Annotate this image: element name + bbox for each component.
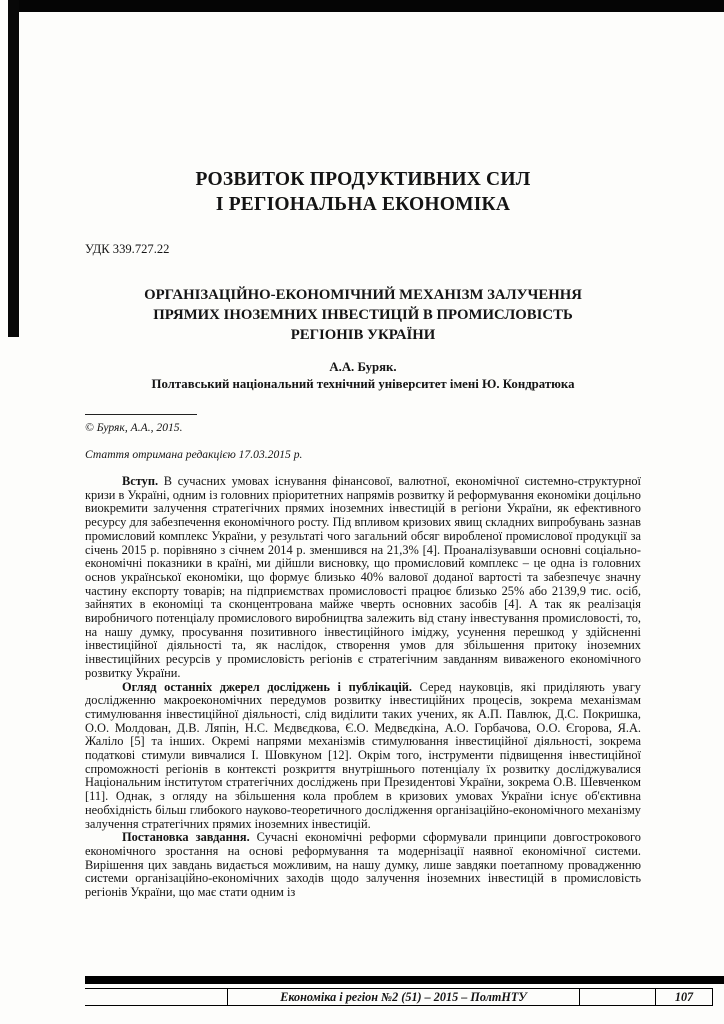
article-body xyxy=(85,475,641,900)
paragraph-sources-review-text: Серед науковців, які приділяють увагу дослідженню макроекономічних передумов розвитку інвестиційних процесів, зокрема механізмам стимулювання інвестиційної діяльності, слід виділити таких учених, як А.П. Павлюк, Д.С. Покришка, О.О. Молдован, Д.В. Ляпін, Н.С. Мєдвєдкова, Є.О. Медвєдкіна, А.О. Горбачова, О.О. Єгорова, Я.А. Жаліло [5] та інших. Окремі напрями механізмів стимулювання інвестиційної діяльності, зокрема податкові стимули вивчалися І. Шовкуном [12]. Окрім того, інструменти підвищення інвестиційної спроможності регіонів в контексті розкриття внутрішнього потенціалу їх розвитку досліджувалися Національним інститутом стратегічних досліджень при Президентові України, зокрема О.В. Шевченком [11]. Однак, з огляду на збільшення кола проблем в кризових умовах України існує об'єктивна необхідність більш глибокого науково-теоретичного дослідження організаційно-економічного механізму залучення стратегічних прямих іноземних інвестицій. xyxy=(85,679,641,831)
section-header-line1: РОЗВИТОК ПРОДУКТИВНИХ СИЛ xyxy=(195,169,531,190)
scan-border-left xyxy=(8,0,19,337)
paragraph-sources-review xyxy=(85,681,641,832)
copyright-line: © Буряк, А.А., 2015. xyxy=(85,421,183,434)
article-title-line1: ОРГАНІЗАЦІЙНО-ЕКОНОМІЧНИЙ МЕХАНІЗМ ЗАЛУЧЕННЯ xyxy=(144,287,582,303)
paragraph-task-statement-lead: Постановка завдання. xyxy=(122,830,250,845)
article-title-line3: РЕГІОНІВ УКРАЇНИ xyxy=(290,327,436,344)
footer-journal-box xyxy=(227,989,580,1005)
footer-spacer-left xyxy=(85,989,227,1005)
author-name: А.А. Буряк. xyxy=(329,360,397,374)
udc-code: УДК 339.727.22 xyxy=(85,242,170,256)
received-date-line: Стаття отримана редакцією 17.03.2015 р. xyxy=(85,448,303,461)
paragraph-intro xyxy=(85,475,641,681)
section-header-line2: І РЕГІОНАЛЬНА ЕКОНОМІКА xyxy=(215,193,511,215)
paragraph-task-statement xyxy=(85,831,641,900)
author-affiliation: Полтавський національний технічний університет імені Ю. Кондратюка xyxy=(151,376,575,391)
article-title-line2: ПРЯМИХ ІНОЗЕМНИХ ІНВЕСТИЦІЙ В ПРОМИСЛОВІСТЬ xyxy=(153,307,573,324)
author-block xyxy=(85,359,641,392)
footer-page-box xyxy=(655,989,713,1005)
footer-journal-line: Економіка і регіон №2 (51) – 2015 – ПолтНТУ xyxy=(280,989,527,1004)
paragraph-sources-review-lead: Огляд останніх джерел досліджень і публікацій. xyxy=(122,679,413,694)
page-number: 107 xyxy=(674,989,694,1004)
footer xyxy=(85,988,713,1006)
footnote-separator xyxy=(85,414,197,415)
paragraph-intro-text: В сучасних умовах існування фінансової, валютної, економічної системно-структурної кризи в Україні, одним із головних пріоритетних напрямів розвитку й реформування економіки доцільно виокремити залучення стратегічних прямих іноземних інвестицій в регіони України, як ефективного ресурсу для забезпечення економічного росту. Під впливом кризових явищ складних випробувань зазнав промисловий комплекс України, у результаті чого загальний обсяг виробленої промислової продукції за січень 2015 р. порівняно з січнем 2014 р. зменшився на 21,3% [4]. Проаналізувавши основні соціально-економічні показники в країні, ми дійшли висновку, що промисловий комплекс – це одна із головних основ української економіки, що формує близько 40% валової доданої вартості та забезпечує значну частину експорту товарів; на підприємствах промисловості працює близько 25% або 2139,9 тис. осіб, зайнятих в економіці та сконцентрована майже чверть основних засобів [4]. А так як реалізація виробничого потенціалу промислового виробництва залежить від стану інвестування промисловості, то, на нашу думку, просування позитивного інвестиційного іміджу, усунення перешкод у здійсненні інвестиційної діяльності та, як наслідок, створення умов для збільшення притоку іноземних інвестиційних ресурсів у промисловість регіонів є стратегічним завданням виваженого економічного розвитку України. xyxy=(85,474,641,680)
paragraph-intro-lead: Вступ. xyxy=(122,474,159,488)
scan-border-top xyxy=(8,0,724,12)
footer-spacer-mid xyxy=(580,989,655,1005)
footer-black-bar xyxy=(85,976,724,984)
paragraph-task-statement-text: Сучасні економічні реформи сформували принципи довгострокового економічного зростання на основі реформування та модернізації наявної економічної системи. Вирішення цих завдань видається можливим, на нашу думку, лише завдяки поетапному провадженню системи організаційно-економічних заходів щодо залучення іноземних інвестицій в промисловість регіонів України, що має стати одним із xyxy=(85,830,641,900)
section-header xyxy=(85,168,641,218)
article-title xyxy=(90,285,636,345)
